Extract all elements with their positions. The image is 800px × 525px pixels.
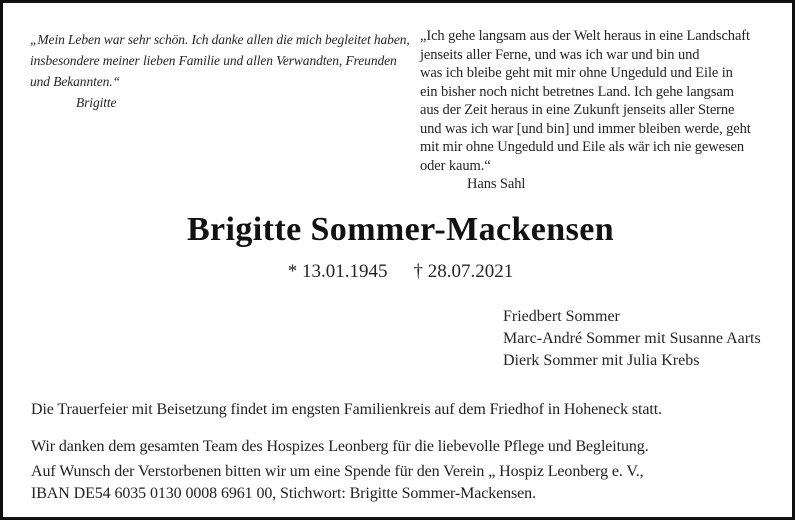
personal-quote-attribution: Brigitte bbox=[76, 95, 117, 110]
birth-date: * 13.01.1945 bbox=[287, 261, 388, 282]
poem-quote bbox=[420, 27, 751, 194]
personal-quote-line: und Bekannten.“ bbox=[30, 74, 120, 89]
poem-quote-line: und was ich war [und bin] und immer bleiben werde, geht bbox=[420, 120, 751, 137]
poem-quote-line: was ich bleibe geht mit mir ohne Ungeduld und Eile in bbox=[420, 65, 733, 81]
personal-quote-line: insbesondere meiner lieben Familie und allen Verwandten, Freunden bbox=[30, 53, 397, 68]
thanks-notice: Wir danken dem gesamten Team des Hospizes Leonberg für die liebevolle Pflege und Begleitung. bbox=[31, 438, 649, 455]
donation-notice-line2: IBAN DE54 6035 0130 0008 6961 00, Stichwort: Brigitte Sommer-Mackensen. bbox=[31, 485, 536, 502]
family-member: Dierk Sommer mit Julia Krebs bbox=[503, 352, 700, 369]
life-dates bbox=[3, 261, 798, 283]
personal-quote bbox=[30, 29, 410, 113]
family-member: Marc-André Sommer mit Susanne Aarts bbox=[503, 330, 761, 347]
funeral-notice: Die Trauerfeier mit Beisetzung findet im engsten Familienkreis auf dem Friedhof in Hoheneck statt. bbox=[31, 401, 662, 418]
donation-notice-line1: Auf Wunsch der Verstorbenen bitten wir um eine Spende für den Verein „ Hospiz Leonberg e. V., bbox=[31, 463, 644, 480]
family-names bbox=[503, 306, 761, 372]
poem-quote-line: ein bisher noch nicht betretnes Land. Ich gehe langsam bbox=[420, 83, 734, 100]
poem-quote-line: mit mir ohne Ungeduld und Eile als wär ich nie gewesen bbox=[420, 139, 744, 155]
personal-quote-line: „Mein Leben war sehr schön. Ich danke allen die mich begleitet haben, bbox=[30, 32, 410, 47]
poem-quote-line: jenseits aller Ferne, und was ich war und bin und bbox=[420, 46, 700, 63]
death-date: † 28.07.2021 bbox=[413, 261, 514, 282]
poem-quote-line: oder kaum.“ bbox=[420, 157, 491, 174]
deceased-name: Brigitte Sommer-Mackensen bbox=[186, 211, 614, 248]
poem-quote-attribution: Hans Sahl bbox=[467, 176, 526, 192]
family-member: Friedbert Sommer bbox=[503, 308, 620, 325]
poem-quote-line: aus der Zeit heraus in eine Zukunft jenseits aller Sterne bbox=[420, 102, 735, 118]
poem-quote-line: „Ich gehe langsam aus der Welt heraus in eine Landschaft bbox=[420, 28, 750, 44]
